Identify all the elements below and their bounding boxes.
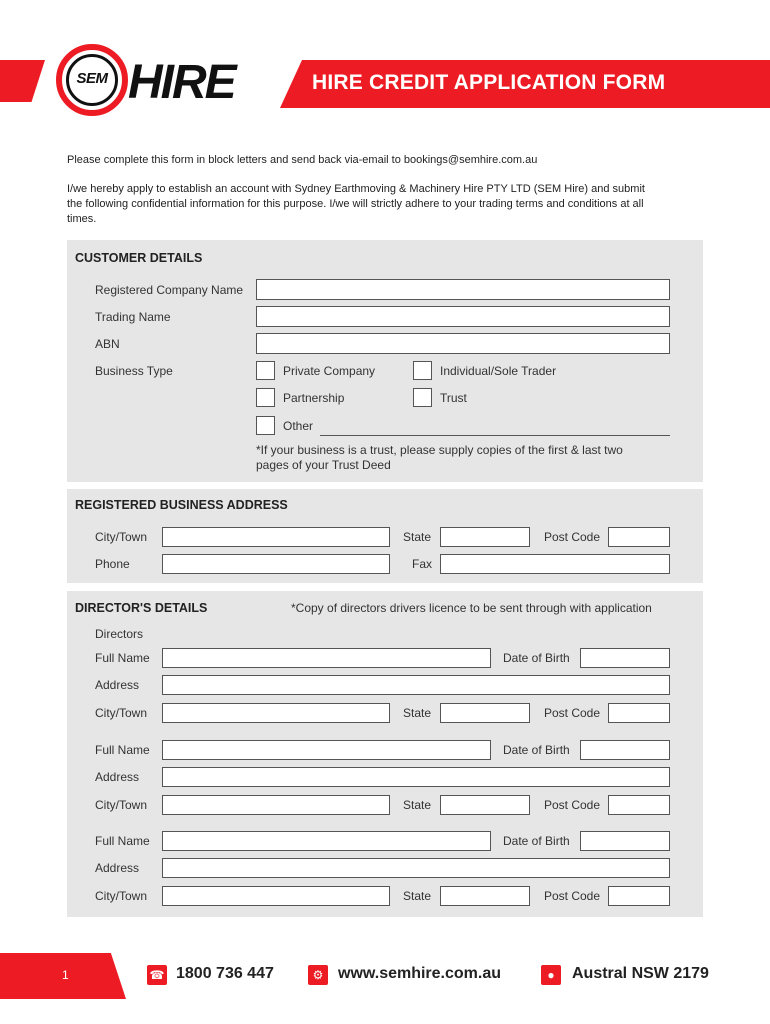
city-input[interactable] [162,527,390,547]
director1-full-name-input[interactable] [162,648,491,668]
intro-paragraph-line2: the following confidential information for this purpose. I/we will strictly adhere to your trading terms and conditions at all [67,198,644,210]
director1-postcode-input[interactable] [608,703,670,723]
address-label: Address [95,770,140,784]
director2-state-input[interactable] [440,795,530,815]
intro-instruction: Please complete this form in block letters and send back via-email to bookings@semhire.com.au [67,154,538,166]
logo-sem-text: SEM [76,70,108,87]
abn-input[interactable] [256,333,670,354]
footer-location: Austral NSW 2179 [572,965,709,982]
individual-label: Individual/Sole Trader [440,364,557,378]
dob-label: Date of Birth [503,834,570,848]
section-title: DIRECTOR'S DETAILS [75,601,208,615]
phone-label: Phone [95,557,130,571]
company-name-label: Registered Company Name [95,283,244,297]
director2-dob-input[interactable] [580,740,670,760]
address-label: Address [95,678,140,692]
city-label: City/Town [95,530,148,544]
phone-icon: ☎ [147,965,167,985]
footer-phone: 1800 736 447 [176,965,274,982]
form-title: HIRE CREDIT APPLICATION FORM [312,71,666,94]
other-label: Other [283,419,314,433]
private-company-checkbox[interactable] [256,361,275,380]
state-label: State [403,889,432,903]
business-type-label: Business Type [95,364,173,378]
trust-checkbox[interactable] [413,388,432,407]
footer-website[interactable]: www.semhire.com.au [338,965,502,982]
full-name-label: Full Name [95,743,150,757]
director3-city-input[interactable] [162,886,390,906]
individual-checkbox[interactable] [413,361,432,380]
directors-licence-note: *Copy of directors drivers licence to be sent through with application [291,601,652,615]
intro-paragraph-line1: I/we hereby apply to establish an account with Sydney Earthmoving & Machinery Hire PTY LTD (SEM Hire) and submit [67,183,645,195]
director2-city-input[interactable] [162,795,390,815]
location-pin-icon: ● [541,965,561,985]
postcode-label: Post Code [544,889,601,903]
postcode-label: Post Code [544,798,601,812]
logo-hire-text: HIRE [128,56,235,109]
partnership-checkbox[interactable] [256,388,275,407]
page-number: 1 [62,968,69,982]
director1-dob-input[interactable] [580,648,670,668]
trust-note-line1: *If your business is a trust, please supply copies of the first & last two [256,443,623,457]
dob-label: Date of Birth [503,651,570,665]
globe-icon: ⚙ [308,965,328,985]
header-red-accent [0,60,45,102]
full-name-label: Full Name [95,834,150,848]
postcode-label: Post Code [544,530,601,544]
state-label: State [403,798,432,812]
full-name-label: Full Name [95,651,150,665]
director3-postcode-input[interactable] [608,886,670,906]
section-title: REGISTERED BUSINESS ADDRESS [75,498,288,512]
director2-full-name-input[interactable] [162,740,491,760]
fax-input[interactable] [440,554,670,574]
city-label: City/Town [95,798,148,812]
company-name-input[interactable] [256,279,670,300]
directors-subtitle: Directors [95,627,144,641]
director1-address-input[interactable] [162,675,670,695]
director1-city-input[interactable] [162,703,390,723]
trading-name-input[interactable] [256,306,670,327]
director1-state-input[interactable] [440,703,530,723]
intro-paragraph-line3: times. [67,213,97,225]
state-label: State [403,530,432,544]
city-label: City/Town [95,889,148,903]
abn-label: ABN [95,337,120,351]
fax-label: Fax [412,557,433,571]
director3-full-name-input[interactable] [162,831,491,851]
trust-note-line2: pages of your Trust Deed [256,458,391,472]
private-company-label: Private Company [283,364,376,378]
director2-address-input[interactable] [162,767,670,787]
director2-postcode-input[interactable] [608,795,670,815]
section-title: CUSTOMER DETAILS [75,251,203,265]
trust-label: Trust [440,391,467,405]
partnership-label: Partnership [283,391,345,405]
dob-label: Date of Birth [503,743,570,757]
address-label: Address [95,861,140,875]
director3-state-input[interactable] [440,886,530,906]
state-label: State [403,706,432,720]
director3-address-input[interactable] [162,858,670,878]
city-label: City/Town [95,706,148,720]
postcode-label: Post Code [544,706,601,720]
other-checkbox[interactable] [256,416,275,435]
other-input[interactable] [320,434,670,436]
phone-input[interactable] [162,554,390,574]
director3-dob-input[interactable] [580,831,670,851]
postcode-input[interactable] [608,527,670,547]
trading-name-label: Trading Name [95,310,171,324]
state-input[interactable] [440,527,530,547]
